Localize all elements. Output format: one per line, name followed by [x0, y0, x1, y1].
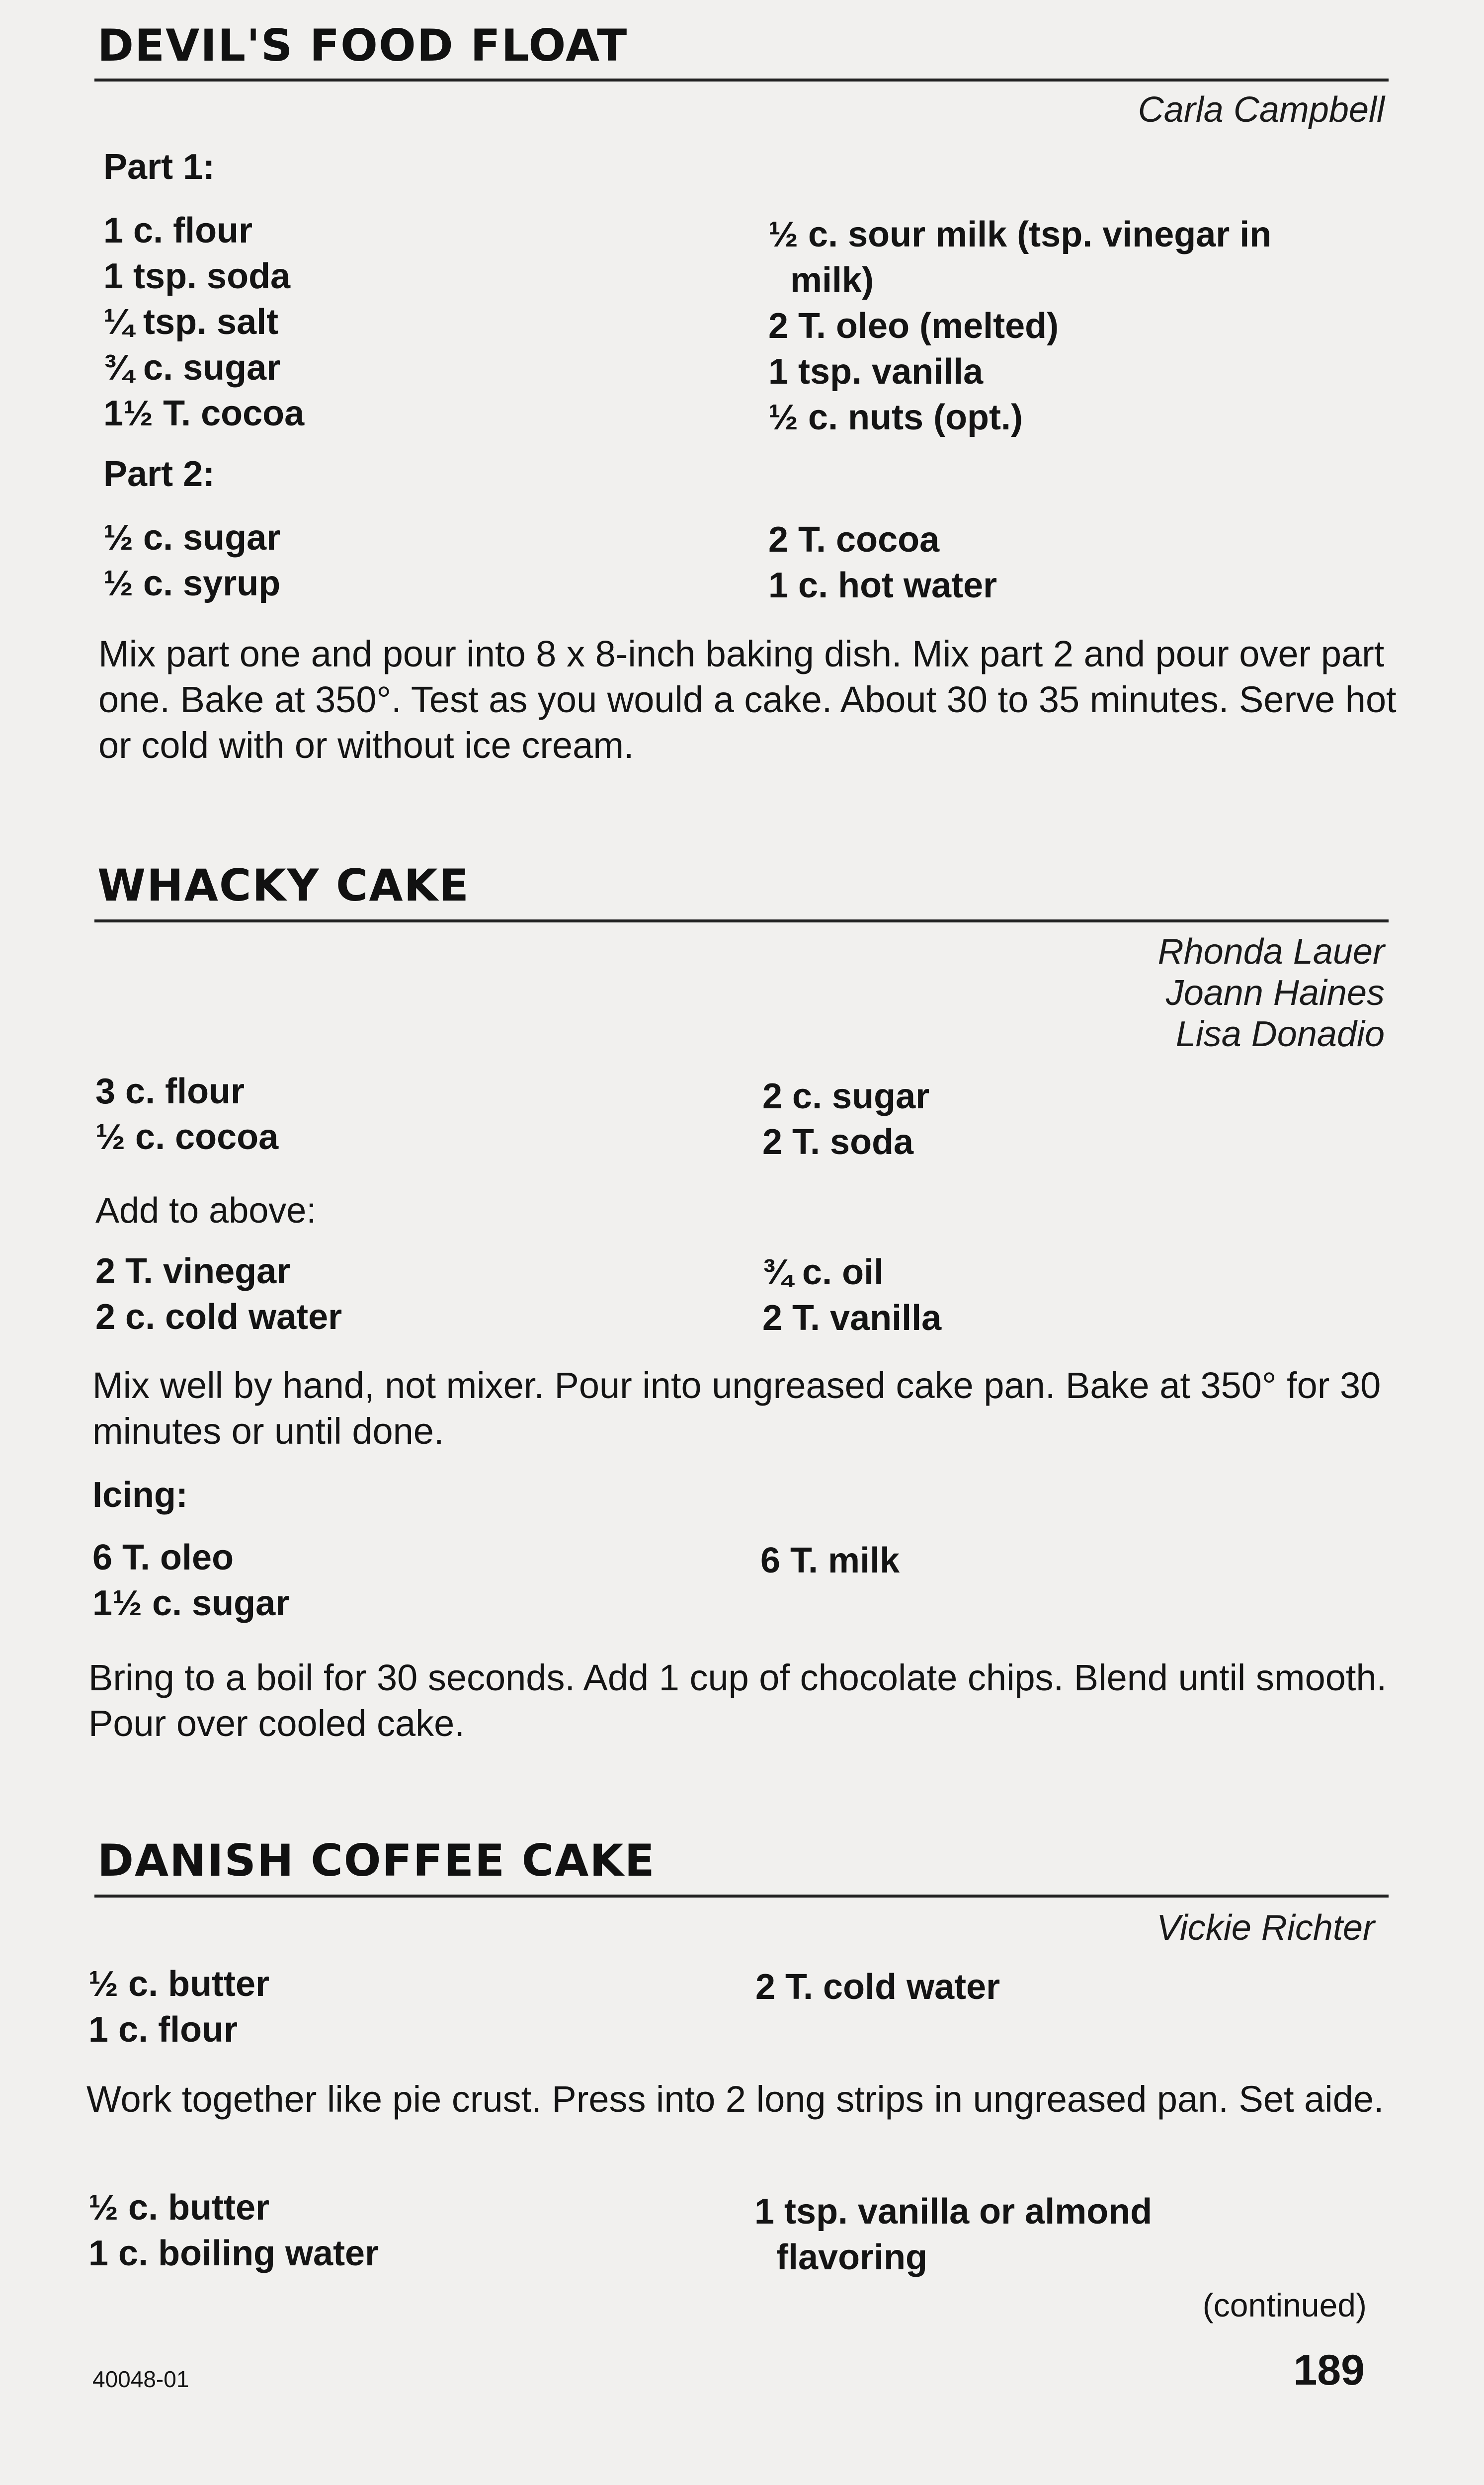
- ingredient: 2 T. soda: [762, 1122, 914, 1162]
- recipe-author: Vickie Richter: [1156, 1908, 1375, 1948]
- ingredient-list-right: [755, 1964, 1000, 2010]
- ingredient: 2 T. vinegar: [95, 1251, 291, 1291]
- ingredient-list-left: [88, 1961, 269, 2053]
- recipe-author: Carla Campbell: [1138, 90, 1385, 130]
- ingredient: ½ c. butter: [88, 2188, 270, 2228]
- ingredient: ½ c. butter: [88, 1964, 270, 2004]
- ingredient: 1 c. boiling water: [88, 2234, 379, 2273]
- ingredient: 1 c. hot water: [768, 566, 997, 605]
- ingredient: 2 c. cold water: [95, 1297, 342, 1337]
- ingredient-list-right: [760, 1538, 900, 1583]
- page-number: 189: [1293, 2346, 1365, 2394]
- ingredient: 1 tsp. vanilla: [768, 352, 984, 392]
- ingredient: 2 T. vanilla: [762, 1298, 942, 1338]
- ingredient: 2 T. cold water: [755, 1967, 1000, 2007]
- ingredient: milk): [790, 260, 874, 300]
- ingredient: 1½ c. sugar: [92, 1583, 290, 1623]
- ingredient-list-right: [762, 1074, 929, 1165]
- ingredient-list-left: [95, 1069, 278, 1160]
- ingredient: 1½ T. cocoa: [103, 394, 305, 433]
- recipe-title: DEVIL'S FOOD FLOAT: [97, 20, 628, 71]
- ingredient: 2 T. cocoa: [768, 520, 940, 560]
- icing-label: Icing:: [92, 1475, 188, 1515]
- ingredient-list-left: [103, 515, 280, 606]
- ingredient-list-right: [754, 2189, 1152, 2280]
- recipe-author: Lisa Donadio: [1175, 1014, 1385, 1054]
- ingredient: flavoring: [776, 2237, 928, 2277]
- ingredient: ½ c. nuts (opt.): [768, 398, 1023, 437]
- ingredient: 1 tsp. soda: [103, 256, 291, 296]
- footer-code: 40048-01: [92, 2366, 189, 2392]
- bleed-through-text: [726, 278, 736, 324]
- add-to-above-label: Add to above:: [95, 1191, 317, 1231]
- ingredient-list-left: [103, 208, 304, 436]
- ingredient: ¾ c. sugar: [103, 348, 281, 388]
- title-rule: [94, 79, 1389, 82]
- recipe-title: DANISH COFFEE CAKE: [97, 1835, 656, 1886]
- recipe-directions: Bring to a boil for 30 seconds. Add 1 cup of chocolate chips. Blend until smooth. Pour over cooled cake.: [88, 1657, 1387, 1744]
- title-rule: [94, 919, 1389, 922]
- continued-note: (continued): [1202, 2287, 1367, 2323]
- ingredient: ½ c. sugar: [103, 518, 281, 558]
- ingredient: 2 T. oleo (melted): [768, 306, 1059, 346]
- ingredient-list-right: [762, 1249, 941, 1341]
- ingredient: 1 c. flour: [103, 211, 253, 250]
- ingredient-list-right: [768, 517, 997, 608]
- recipe-directions: Mix part one and pour into 8 x 8-inch baking dish. Mix part 2 and pour over part one. Bake at 350°. Test as you would a cake. About 30 to 35 minutes. Serve hot or cold with or without ice cream.: [98, 633, 1397, 766]
- ingredient: ½ c. sour milk (tsp. vinegar in: [768, 215, 1272, 254]
- ingredient: ½ c. cocoa: [95, 1117, 279, 1157]
- ingredient-list-left: [92, 1535, 289, 1626]
- recipe-directions: Mix well by hand, not mixer. Pour into ungreased cake pan. Bake at 350° for 30 minutes or until done.: [92, 1365, 1381, 1452]
- ingredient: 6 T. milk: [760, 1541, 900, 1580]
- recipe-author: Joann Haines: [1165, 973, 1385, 1013]
- ingredient-list-left: [95, 1248, 342, 1340]
- part2-label: Part 2:: [103, 454, 215, 494]
- ingredient-list-left: [88, 2185, 379, 2276]
- recipe-title: WHACKY CAKE: [97, 860, 470, 911]
- ingredient: 1 c. flour: [88, 2010, 238, 2050]
- title-rule: [94, 1895, 1389, 1898]
- ingredient: 1 tsp. vanilla or almond: [754, 2192, 1153, 2232]
- ingredient-list-right: [768, 212, 1271, 440]
- ingredient: 3 c. flour: [95, 1072, 245, 1111]
- ingredient: ¾ c. oil: [762, 1252, 884, 1292]
- ingredient: ¼ tsp. salt: [103, 302, 279, 342]
- recipe-directions: Work together like pie crust. Press into 2 long strips in ungreased pan. Set aide.: [86, 2078, 1384, 2120]
- part1-label: Part 1:: [103, 147, 215, 187]
- ingredient: ½ c. syrup: [103, 564, 281, 603]
- ingredient: 2 c. sugar: [762, 1077, 930, 1116]
- recipe-author: Rhonda Lauer: [1157, 932, 1385, 972]
- ingredient: 6 T. oleo: [92, 1538, 234, 1577]
